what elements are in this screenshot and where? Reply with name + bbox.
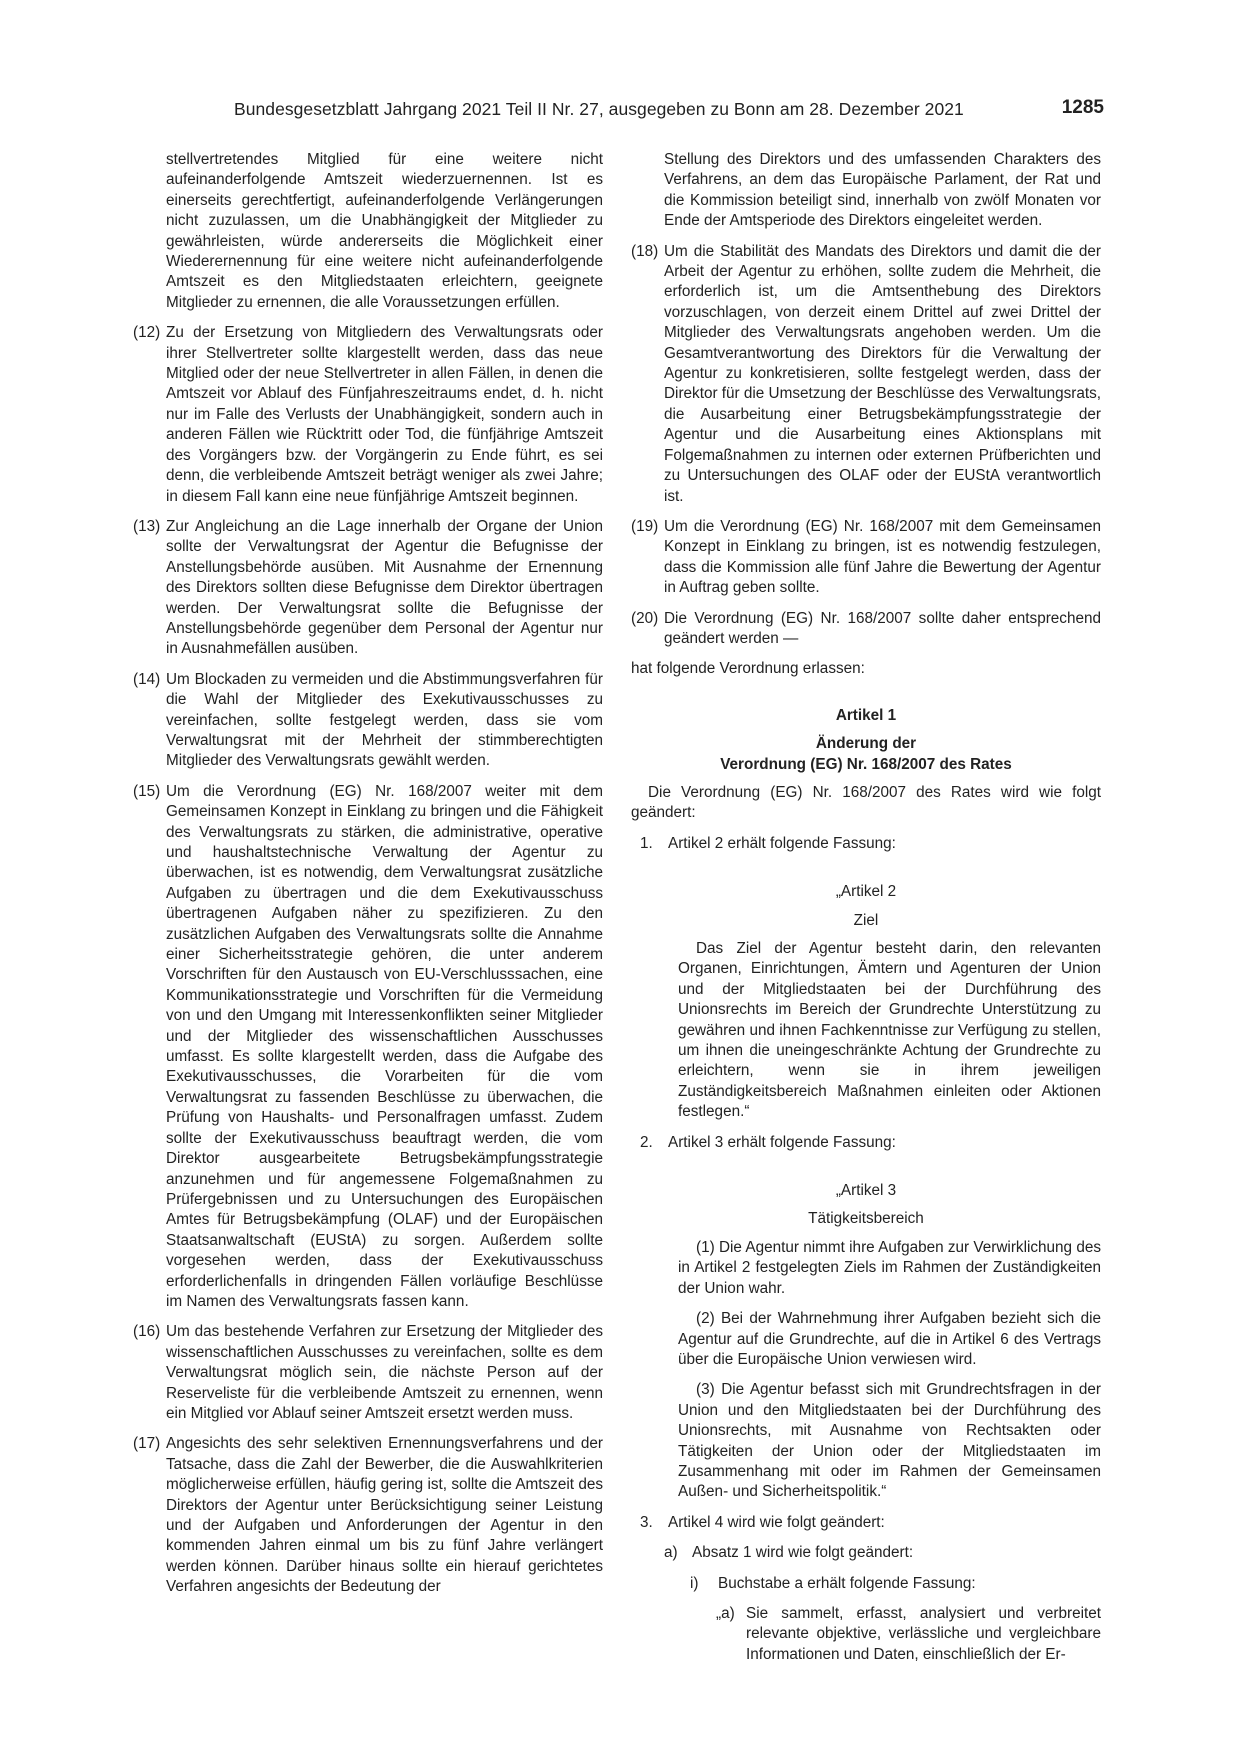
- recital-continuation: Stellung des Direktors und des umfassenden Charakters des Verfahrens, an dem das Europäische Parlament, der Rat und die Kommission beteiligt sind, innerhalb von zwölf Monaten vor Ende der Amtsperiode des Direktors eingeleitet werden.: [664, 151, 1101, 230]
- amendment-item-1: [631, 834, 1101, 854]
- recital-continuation: stellvertretendes Mitglied für eine weitere nicht aufeinanderfolgende Amtszeit wiederzuernennen. Ist es einerseits gerechtfertigt, aufeinanderfolgende Verlängerungen nicht zuzulassen, um die Unabhängigkeit der Mitglieder zu gewährleisten, würde andererseits die Möglichkeit einer Wiederernennung für eine weitere nicht aufeinanderfolgende Amtszeit es den Mitgliedstaaten erleichtern, geeignete Mitglieder zu ernennen, die alle Voraussetzungen erfüllen.: [166, 151, 603, 311]
- recital-text: Um Blockaden zu vermeiden und die Abstimmungsverfahren für die Wahl der Mitglieder des Exekutivausschusses zu vereinfachen, sollte festgelegt werden, dass sie vom Verwaltungsrat mit der Mehrheit der stimmberechtigten Mitglieder des Verwaltungsrats gewählt werden.: [166, 670, 603, 770]
- recital-number: (19): [631, 517, 659, 535]
- recital-text: Um die Stabilität des Mandats des Direktors und damit die der Arbeit der Agentur zu erhöhen, sollte zudem die Mehrheit, die erforderlich ist, um die Amtsenthebung des Direktors vorzuschlagen, von derzeit einem Drittel auf zwei Drittel der Mitglieder des Verwaltungsrats angehoben werden. Um die Gesamtverantwortung des Direktors für die Verwaltung der Agentur zu konkretisieren, sollte festgelegt werden, dass der Direktor für die Umsetzung der Beschlüsse des Verwaltungsrats, die Ausarbeitung einer Betrugsbekämpfungsstrategie der Agentur und die Ausarbeitung eines Aktionsplans mit Folgemaßnahmen zu internen oder externen Prüfberichten und zu Untersuchungen des OLAF oder der EUStA verantwortlich ist.: [664, 242, 1102, 505]
- amendment-item-3a-i-a: [631, 1604, 1101, 1665]
- item-number: 3.: [640, 1513, 653, 1531]
- article-2-quote-heading: „Artikel 2: [835, 883, 897, 901]
- recital-19: [631, 517, 1101, 599]
- recital-13: [133, 517, 603, 660]
- recital-15: [133, 782, 603, 1313]
- recital-text: Zu der Ersetzung von Mitgliedern des Verwaltungsrats oder ihrer Stellvertreter sollte klargestellt werden, dass das neue Mitglied oder der neue Stellvertreter in allen Fällen, in denen die Amtszeit vor Ablauf des Fünfjahreszeitraums endet, d. h. nicht nur im Falle des Verlusts der Unabhängigkeit, sondern auch in anderen Fällen wie Rücktritt oder Tod, die fünfjährige Amtszeit des Vorgängers bzw. der Vorgängerin zu Ende führt, es sei denn, die verbleibende Amtszeit beträgt weniger als zwei Jahre; in diesem Fall kann eine neue fünfjährige Amtszeit beginnen.: [166, 324, 603, 505]
- right-column: [631, 150, 1101, 1675]
- recital-text: Um die Verordnung (EG) Nr. 168/2007 mit dem Gemeinsamen Konzept in Einklang zu bringen, ist es notwendig festzulegen, dass die Kommission alle fünf Jahre die Bewertung der Agentur in Auftrag geben sollte.: [664, 517, 1101, 597]
- recital-text: Die Verordnung (EG) Nr. 168/2007 sollte daher entsprechend geändert werden —: [664, 609, 1101, 647]
- amendment-item-3a: [631, 1543, 1101, 1563]
- recital-text: Um die Verordnung (EG) Nr. 168/2007 weiter mit dem Gemeinsamen Konzept in Einklang zu bringen und die Fähigkeit des Verwaltungsrats zu stärken, die administrative, operative und haushaltstechnische Verwaltung der Agentur zu überwachen, ist es notwendig, dem Verwaltungsrat zusätzliche Aufgaben zu übertragen und die dem Exekutivausschuss übertragenen Aufgaben näher zu spezifizieren. Zu den zusätzlichen Aufgaben des Verwaltungsrats sollte die Annahme einer Sicherheitsstrategie gehören, die unter anderem Vorschriften für den Austausch von EU-Verschlusssachen, eine Kommunikationsstrategie und Vorschriften für die Vermeidung von und den Umgang mit Interessenkonflikten seiner Mitglieder und der Mitglieder des wissenschaftlichen Ausschusses umfasst. Es sollte klargestellt werden, dass die Aufgabe des Exekutivausschusses, die Vorarbeiten für die vom Verwaltungsrat zu fassenden Beschlüsse zu überwachen, die Prüfung von Haushalts- und Personalfragen umfasst. Zudem sollte der Exekutivausschuss beauftragt werden, die vom Direktor ausgearbeitete Betrugsbekämpfungsstrategie anzunehmen und für angemessene Folgemaßnahmen zu Prüfergebnissen und zu Untersuchungen des Europäischen Amtes für Betrugsbekämpfung (OLAF) und der Europäischen Staatsanwaltschaft (EUStA) zu sorgen. Außerdem sollte vorgesehen werden, dass der Exekutivausschuss erforderlichenfalls in dringenden Fällen vorläufige Beschlüsse im Namen des Verwaltungsrats fassen kann.: [166, 782, 603, 1310]
- recital-number: (16): [133, 1323, 161, 1341]
- article-2-quote-subheading: Ziel: [853, 911, 879, 929]
- recital-number: (17): [133, 1435, 161, 1453]
- recital-text: Um das bestehende Verfahren zur Ersetzung der Mitglieder des wissenschaftlichen Ausschusses zu vereinfachen, sollte es dem Verwaltungsrat möglich sein, die nächste Person auf der Reserveliste für die verbleibende Amtszeit zu ernennen, wenn ein Mitglied vor Ablauf seiner Amtszeit ersetzt werden muss.: [166, 1323, 603, 1422]
- article-2-quote-text: Das Ziel der Agentur besteht darin, den relevanten Organen, Einrichtungen, Ämtern und Agenturen der Union und der Mitgliedstaaten bei der Durchführung des Unionsrechts im Bereich der Grundrechte Unterstützung zu gewähren und ihnen Fachkenntnisse zur Verfügung zu stellen, um ihnen die uneingeschränkte Achtung der Grundrechte zu erleichtern, wenn sie in ihrem jeweiligen Zuständigkeitsbereich Maßnahmen einleiten oder Aktionen festlegen.“: [678, 940, 1101, 1121]
- amendment-item-2: [631, 1133, 1101, 1153]
- page-header: [234, 99, 1104, 125]
- left-column: [133, 150, 603, 1608]
- recital-17: [133, 1434, 603, 1597]
- item-text: Artikel 3 erhält folgende Fassung:: [668, 1133, 896, 1151]
- recital-16: [133, 1322, 603, 1424]
- item-number: „a): [716, 1604, 735, 1622]
- amendment-item-3: [631, 1513, 1101, 1533]
- recital-20: [631, 609, 1101, 650]
- amendment-item-3a-i: [631, 1574, 1101, 1594]
- recital-number: (20): [631, 609, 659, 627]
- article-1-heading: Artikel 1: [835, 706, 897, 724]
- recital-12: [133, 323, 603, 507]
- recital-number: (13): [133, 517, 161, 535]
- gazette-title: Bundesgesetzblatt Jahrgang 2021 Teil II Nr. 27, ausgegeben zu Bonn am 28. Dezember 2021: [234, 99, 964, 119]
- article-1-title-line2: Verordnung (EG) Nr. 168/2007 des Rates: [720, 755, 1012, 773]
- item-text: Buchstabe a erhält folgende Fassung:: [718, 1574, 976, 1592]
- recital-18: [631, 242, 1101, 507]
- page-number: 1285: [1061, 97, 1104, 118]
- item-number: i): [690, 1574, 699, 1592]
- item-text: Artikel 2 erhält folgende Fassung:: [668, 834, 896, 852]
- item-number: 1.: [640, 834, 653, 852]
- article-3-quote-heading: „Artikel 3: [835, 1182, 897, 1200]
- item-text: Sie sammelt, erfasst, analysiert und verbreitet relevante objektive, verlässliche und vergleichbare Informationen und Daten, einschließlich der Er-: [746, 1604, 1101, 1663]
- recital-number: (15): [133, 782, 161, 800]
- recital-text: Angesichts des sehr selektiven Ernennungsverfahrens und der Tatsache, dass die Zahl der Bewerber, die die Auswahlkriterien möglicherweise erfüllen, häufig gering ist, sollte die Amtszeit des Direktors der Agentur unter Berücksichtigung seiner Leistung und der Aufgaben und Anforderungen der Agentur in den kommenden Jahren einmal um bis zu fünf Jahre verlängert werden können. Darüber hinaus sollte ein hierauf gerichtetes Verfahren angesichts der Bedeutung der: [166, 1435, 603, 1596]
- article-1-intro: Die Verordnung (EG) Nr. 168/2007 des Rates wird wie folgt geändert:: [631, 783, 1101, 822]
- recital-number: (18): [631, 242, 659, 260]
- item-number: a): [664, 1544, 678, 1562]
- article-3-quote-subheading: Tätigkeitsbereich: [808, 1210, 924, 1228]
- recital-number: (12): [133, 324, 161, 342]
- recital-14: [133, 670, 603, 772]
- recital-number: (14): [133, 670, 161, 688]
- item-text: Artikel 4 wird wie folgt geändert:: [668, 1513, 885, 1531]
- article-3-paragraph-3: (3) Die Agentur befasst sich mit Grundrechtsfragen in der Union und den Mitgliedstaaten bei der Durchführung des Unionsrechts, mit Ausnahme von Rechtsakten oder Tätigkeiten der Union oder der Mitgliedstaaten im Zusammenhang mit oder im Rahmen der Gemeinsamen Außen- und Sicherheitspolitik.“: [678, 1381, 1101, 1501]
- adoption-formula: hat folgende Verordnung erlassen:: [631, 660, 865, 678]
- recital-text: Zur Angleichung an die Lage innerhalb der Organe der Union sollte der Verwaltungsrat der Agentur die Befugnisse der Anstellungsbehörde ausüben. Mit Ausnahme der Ernennung des Direktors sollten diese Befugnisse dem Direktor übertragen werden. Der Verwaltungsrat sollte die Befugnisse der Anstellungsbehörde gegenüber dem Personal der Agentur nur in Ausnahmefällen ausüben.: [166, 517, 603, 658]
- item-number: 2.: [640, 1133, 653, 1151]
- article-3-paragraph-2: (2) Bei der Wahrnehmung ihrer Aufgaben bezieht sich die Agentur auf die Grundrechte, auf die in Artikel 6 des Vertrags über die Europäische Union verwiesen wird.: [678, 1310, 1101, 1368]
- article-3-paragraph-1: (1) Die Agentur nimmt ihre Aufgaben zur Verwirklichung des in Artikel 2 festgelegten Ziels im Rahmen der Zuständigkeiten der Union wahr.: [678, 1238, 1101, 1297]
- item-text: Absatz 1 wird wie folgt geändert:: [692, 1544, 914, 1562]
- article-1-title-line1: Änderung der: [815, 735, 917, 753]
